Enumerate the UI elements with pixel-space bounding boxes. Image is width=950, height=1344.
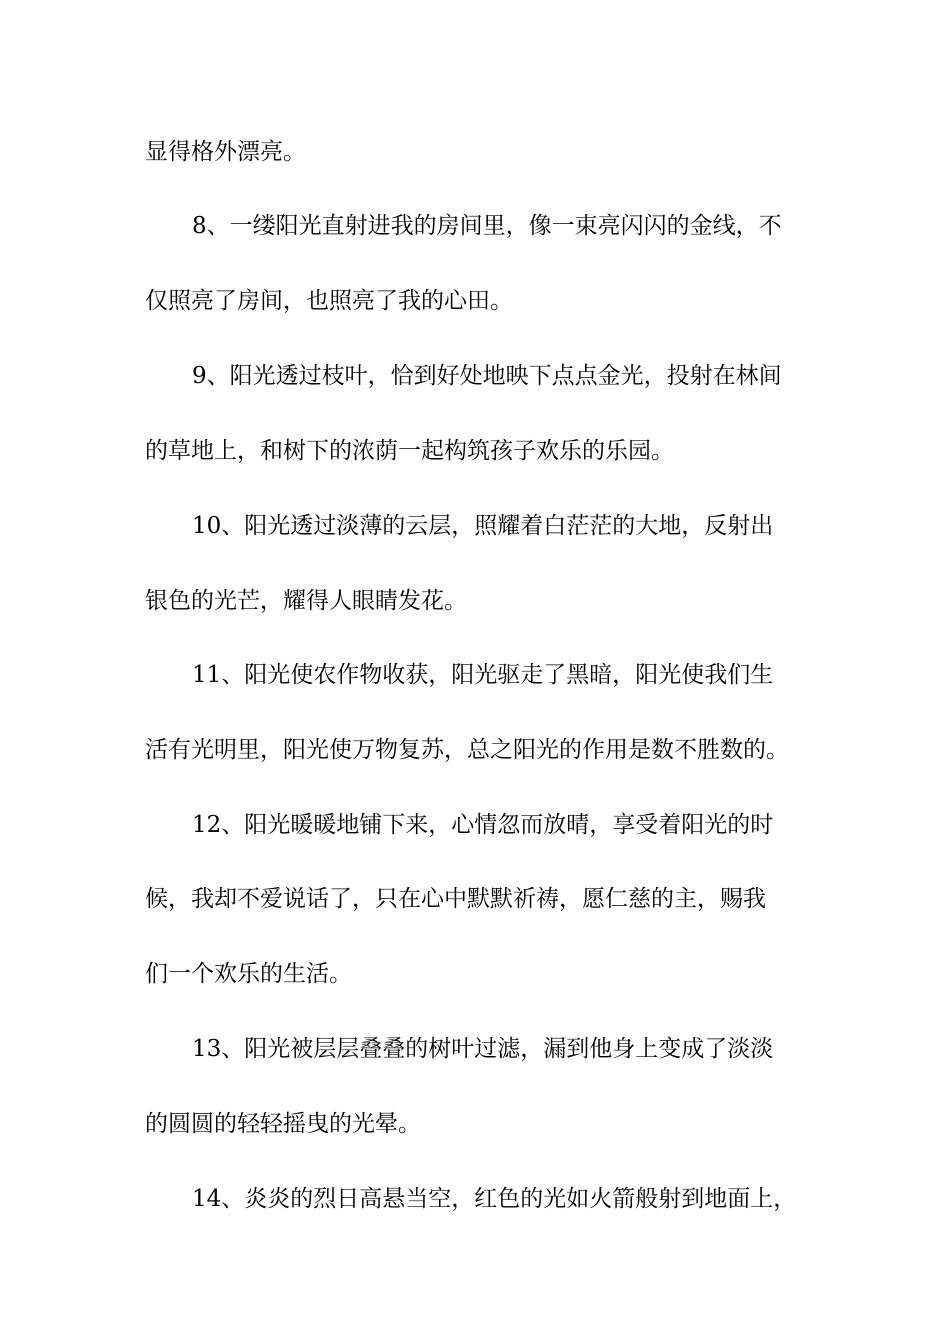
text-line: 活有光明里，阳光使万物复苏，总之阳光的作用是数不胜数的。	[145, 737, 789, 763]
text-line: 仅照亮了房间，也照亮了我的心田。	[145, 288, 513, 314]
text-line: 银色的光芒，耀得人眼睛发花。	[145, 588, 467, 614]
text-line: 8、一缕阳光直射进我的房间里，像一束亮闪闪的金线，不	[192, 213, 782, 239]
text-line: 12、阳光暖暖地铺下来，心情忽而放晴，享受着阳光的时	[192, 812, 774, 838]
text-line: 的圆圆的轻轻摇曳的光晕。	[145, 1111, 421, 1137]
text-line: 们一个欢乐的生活。	[145, 961, 352, 987]
text-line: 显得格外漂亮。	[145, 139, 306, 165]
text-line: 11、阳光使农作物收获，阳光驱走了黑暗，阳光使我们生	[192, 662, 774, 688]
text-line: 14、炎炎的烈日高悬当空，红色的光如火箭般射到地面上，	[192, 1186, 797, 1212]
text-line: 13、阳光被层层叠叠的树叶过滤，漏到他身上变成了淡淡	[192, 1036, 774, 1062]
text-line: 候，我却不爱说话了，只在心中默默祈祷，愿仁慈的主，赐我	[145, 886, 766, 912]
text-line: 10、阳光透过淡薄的云层，照耀着白茫茫的大地，反射出	[192, 513, 774, 539]
text-line: 的草地上，和树下的浓荫一起构筑孩子欢乐的乐园。	[145, 438, 674, 464]
text-line: 9、阳光透过枝叶，恰到好处地映下点点金光，投射在林间	[192, 363, 782, 389]
